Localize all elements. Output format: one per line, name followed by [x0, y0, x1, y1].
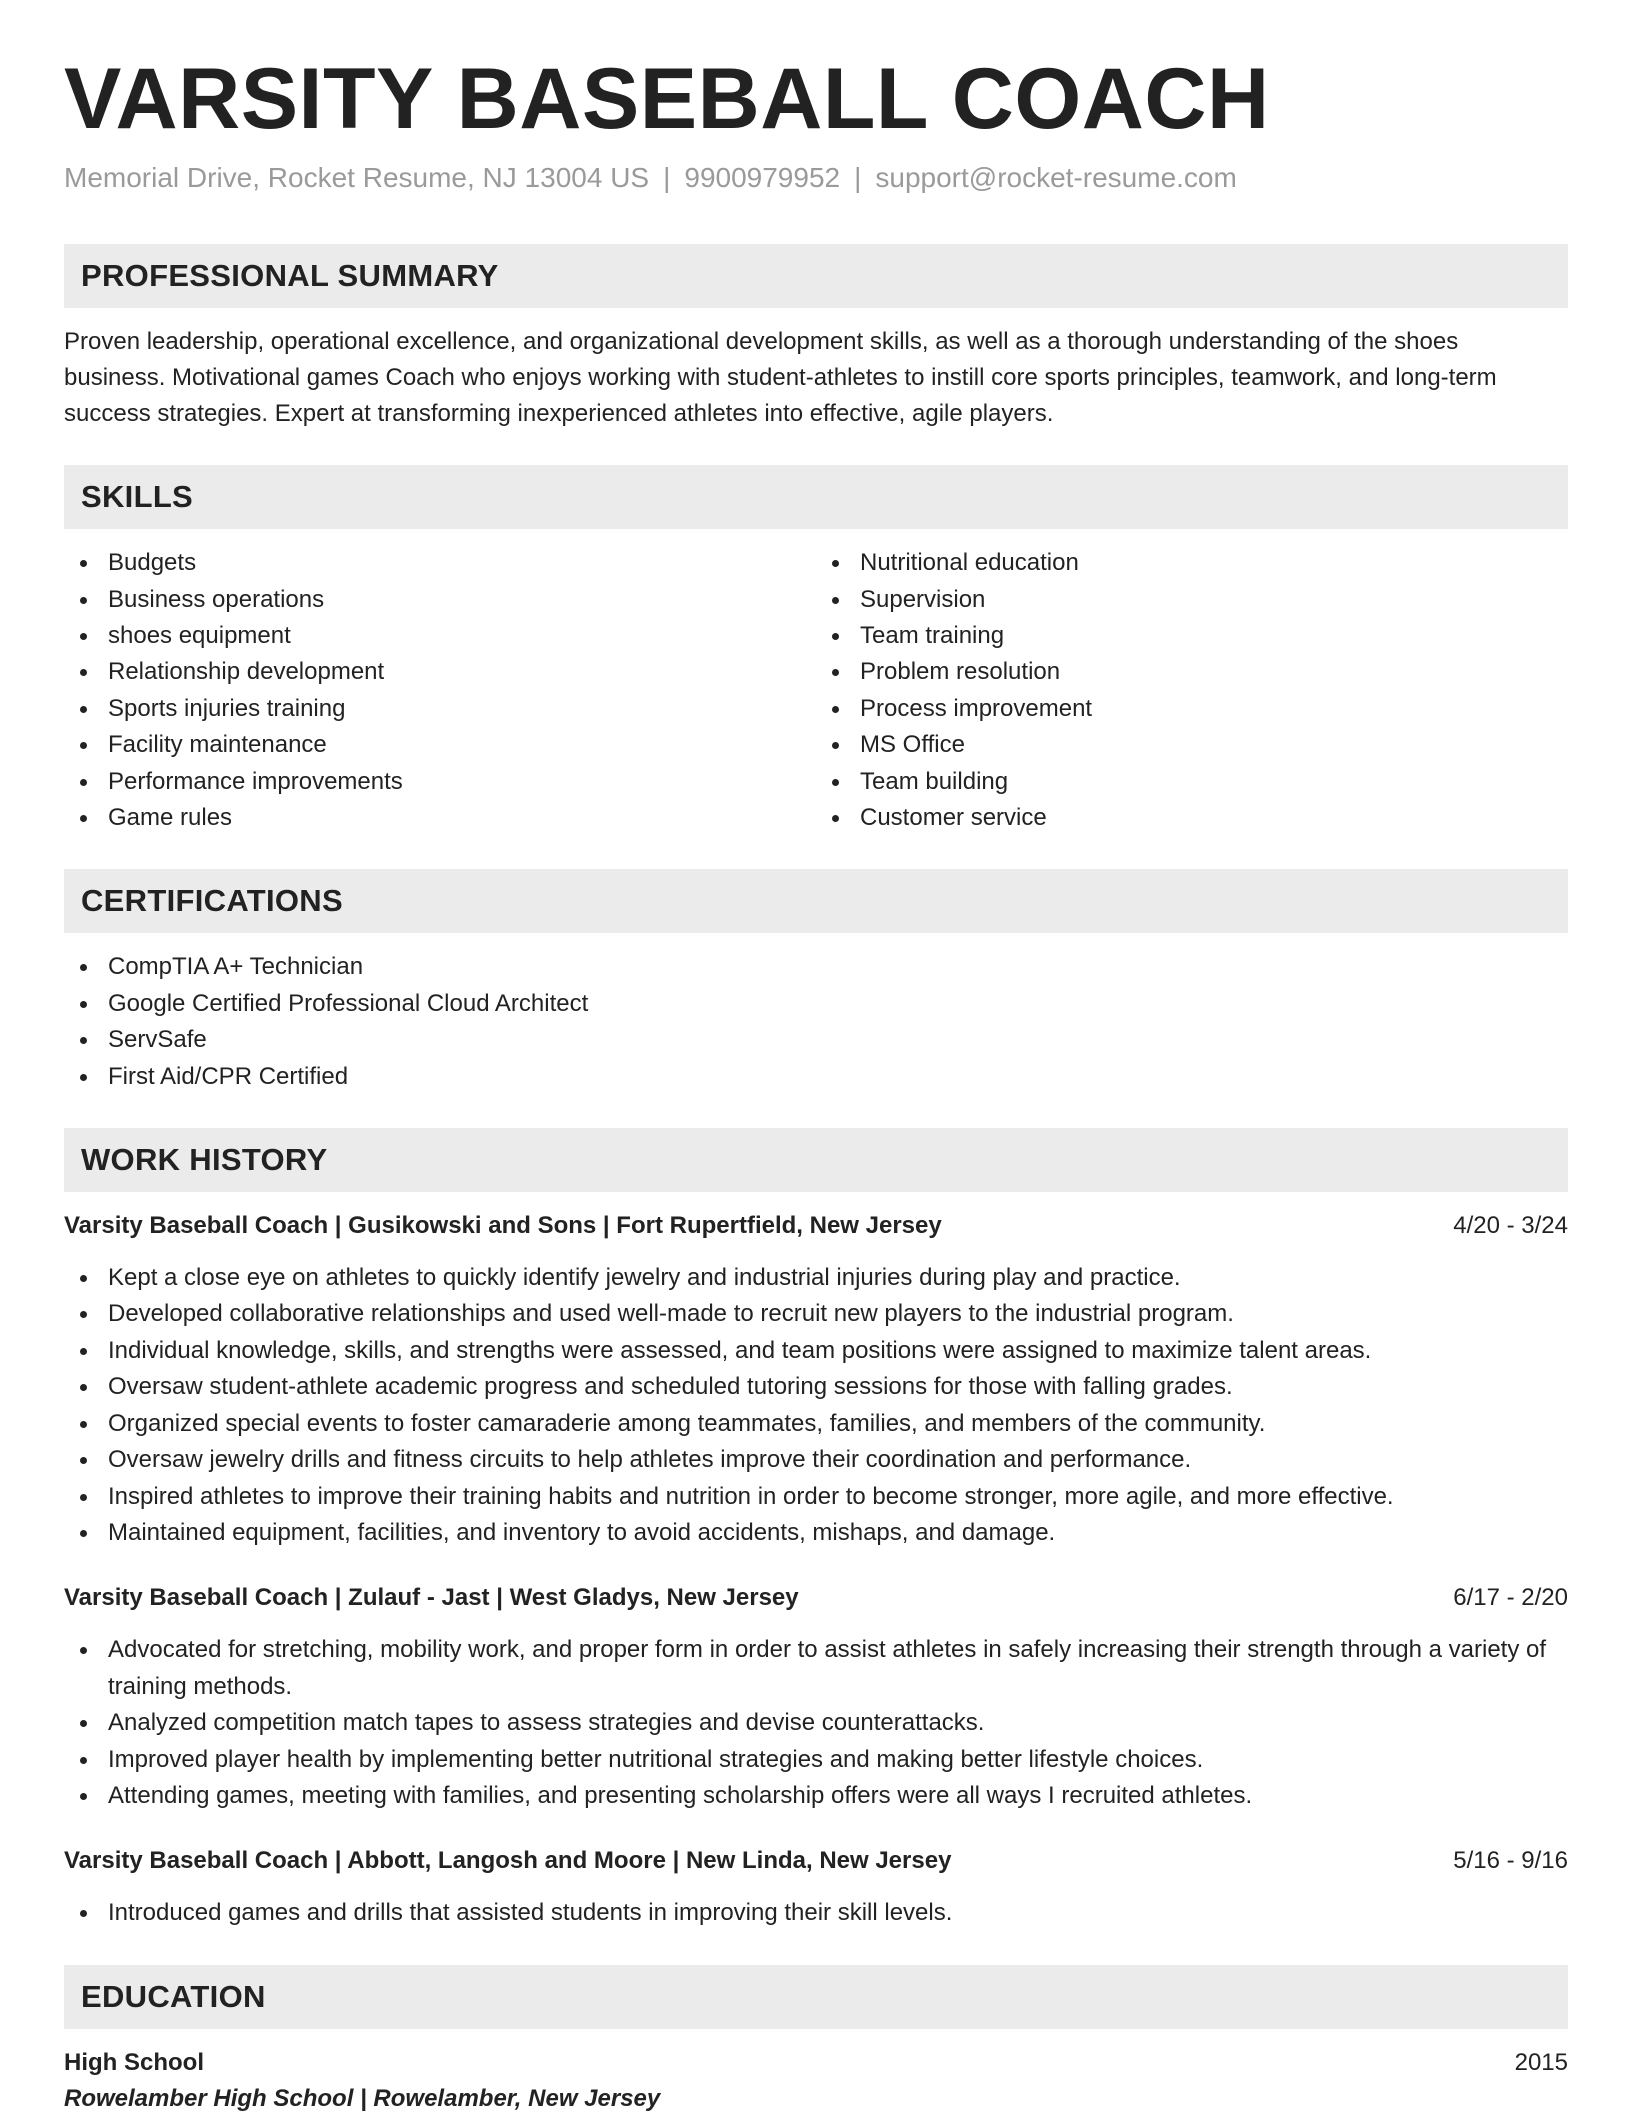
certifications-heading: CERTIFICATIONS [64, 869, 1568, 933]
education-year: 2015 [1514, 2048, 1568, 2076]
resume-title: VARSITY BASEBALL COACH [64, 51, 1270, 147]
skill-item: Budgets [64, 545, 816, 581]
job-bullet: Inspired athletes to improve their training habits and nutrition in order to become stronger, more agile, and more effective. [64, 1479, 1568, 1515]
skill-item: Sports injuries training [64, 691, 816, 727]
skill-item: Team building [816, 764, 1568, 800]
skill-item: shoes equipment [64, 618, 816, 654]
job-bullet: Organized special events to foster camaraderie among teammates, families, and members of the community. [64, 1406, 1568, 1442]
certification-item: ServSafe [64, 1022, 1568, 1058]
work-history-heading: WORK HISTORY [64, 1128, 1568, 1192]
job-bullet: Advocated for stretching, mobility work, and proper form in order to assist athletes in safely increasing their strength through a variety of training methods. [64, 1632, 1568, 1705]
skill-item: Team training [816, 618, 1568, 654]
job-entry [64, 1208, 1568, 1551]
summary-heading: PROFESSIONAL SUMMARY [64, 244, 1568, 308]
summary-text: Proven leadership, operational excellence, and organizational development skills, as well as a thorough understanding of the shoes business. Motivational games Coach who enjoys working with student-athletes to instill core sports principles, teamwork, and long-term success strategies. Expert at transforming inexperienced athletes into effective, agile players. [64, 328, 1497, 428]
skill-item: Business operations [64, 582, 816, 618]
job-entry [64, 1843, 1568, 1931]
job-bullets [64, 1895, 1568, 1931]
job-title: Varsity Baseball Coach | Zulauf - Jast | West Gladys, New Jersey [64, 1584, 799, 1612]
contact-address: Memorial Drive, Rocket Resume, NJ 13004 US [64, 161, 650, 193]
job-bullet: Developed collaborative relationships and used well-made to recruit new players to the industrial program. [64, 1296, 1568, 1332]
skill-item: Relationship development [64, 654, 816, 690]
job-dates: 4/20 - 3/24 [1453, 1212, 1568, 1240]
job-bullet: Oversaw jewelry drills and fitness circuits to help athletes improve their coordination and performance. [64, 1442, 1568, 1478]
job-dates: 5/16 - 9/16 [1453, 1847, 1568, 1875]
certification-item: First Aid/CPR Certified [64, 1059, 1568, 1095]
skill-item: Customer service [816, 800, 1568, 836]
job-title: Varsity Baseball Coach | Gusikowski and Sons | Fort Rupertfield, New Jersey [64, 1212, 942, 1240]
skill-item: Problem resolution [816, 654, 1568, 690]
skill-item: Supervision [816, 582, 1568, 618]
contact-email[interactable]: support@rocket-resume.com [875, 161, 1237, 193]
contact-separator: | [854, 161, 862, 193]
skill-item: Process improvement [816, 691, 1568, 727]
job-entry [64, 1580, 1568, 1814]
job-bullet: Individual knowledge, skills, and strengths were assessed, and team positions were assigned to maximize talent areas. [64, 1333, 1568, 1369]
skill-item: Facility maintenance [64, 727, 816, 763]
job-dates: 6/17 - 2/20 [1453, 1584, 1568, 1612]
skills-list [64, 545, 1568, 836]
skills-heading: SKILLS [64, 465, 1568, 529]
skill-item: MS Office [816, 727, 1568, 763]
job-title: Varsity Baseball Coach | Abbott, Langosh and Moore | New Linda, New Jersey [64, 1847, 952, 1875]
education-school: Rowelamber High School | Rowelamber, New Jersey [64, 2084, 661, 2112]
skill-item: Performance improvements [64, 764, 816, 800]
contact-separator: | [663, 161, 671, 193]
job-bullet: Attending games, meeting with families, and presenting scholarship offers were all ways I recruited athletes. [64, 1778, 1568, 1814]
certification-item: Google Certified Professional Cloud Architect [64, 986, 1568, 1022]
job-bullets [64, 1632, 1568, 1814]
skills-column-left [64, 545, 816, 836]
job-bullet: Maintained equipment, facilities, and inventory to avoid accidents, mishaps, and damage. [64, 1515, 1568, 1551]
skill-item: Game rules [64, 800, 816, 836]
certification-item: CompTIA A+ Technician [64, 949, 1568, 985]
contact-phone: 9900979952 [684, 161, 841, 193]
education-entry [64, 2045, 1568, 2112]
job-bullet: Oversaw student-athlete academic progress and scheduled tutoring sessions for those with falling grades. [64, 1369, 1568, 1405]
job-bullet: Kept a close eye on athletes to quickly identify jewelry and industrial injuries during play and practice. [64, 1260, 1568, 1296]
certifications-list [64, 949, 1568, 1095]
job-bullet: Improved player health by implementing better nutritional strategies and making better lifestyle choices. [64, 1742, 1568, 1778]
job-bullets [64, 1260, 1568, 1551]
contact-line [64, 161, 1568, 195]
education-heading: EDUCATION [64, 1965, 1568, 2029]
skill-item: Nutritional education [816, 545, 1568, 581]
skills-column-right [816, 545, 1568, 836]
job-bullet: Introduced games and drills that assisted students in improving their skill levels. [64, 1895, 1568, 1931]
education-degree: High School [64, 2048, 204, 2076]
job-bullet: Analyzed competition match tapes to assess strategies and devise counterattacks. [64, 1705, 1568, 1741]
